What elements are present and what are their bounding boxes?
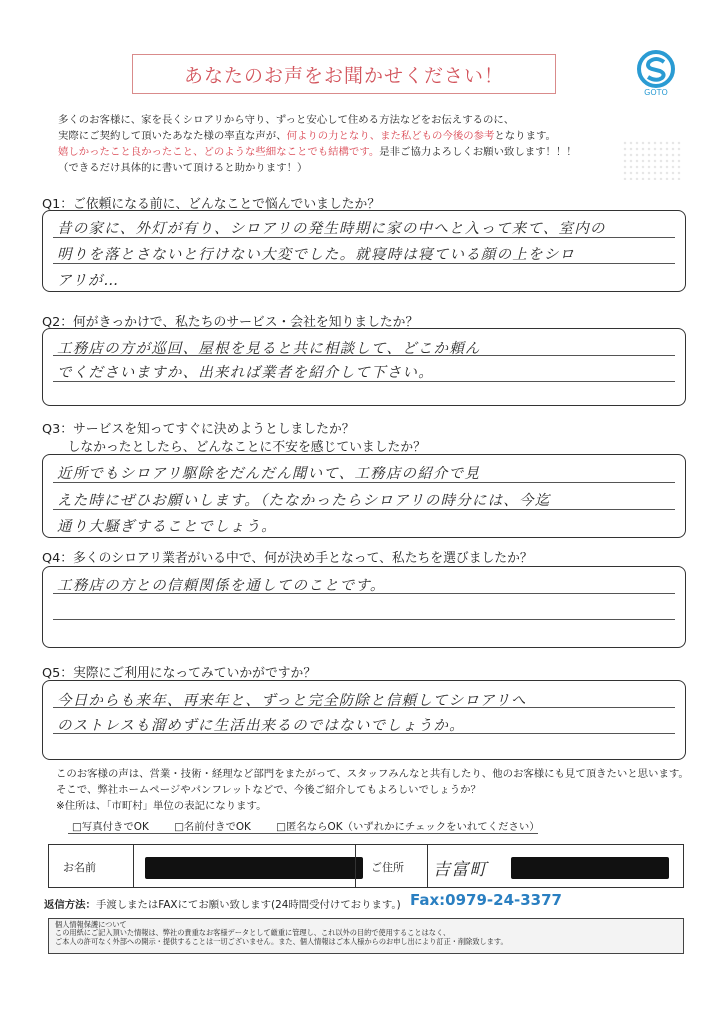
intro-line-3a: 嬉しかったこと良かったこと、どのような些細なことでも結構です。: [58, 146, 380, 158]
intro-text: [58, 112, 658, 176]
intro-line-2: [58, 128, 658, 144]
name-label: お名前: [63, 861, 96, 874]
intro-line-4: （できるだけ具体的に書いて頂けると助かります！）: [58, 162, 308, 174]
photo-ok-checkbox[interactable]: □写真付きでOK: [72, 821, 149, 833]
permission-checkboxes: [72, 818, 562, 833]
return-method-label: 返信方法：: [44, 899, 96, 911]
privacy-line: ご本人の許可なく外部への開示・提供することは一切ございません。また、個人情報はご本人様からのお申し出により訂正・削除致します。: [55, 936, 508, 946]
q3-answer-line: 近所でもシロアリ駆除をだんだん聞いて、工務店の紹介で見: [57, 466, 481, 482]
question-1-label: Q1：ご依頼になる前に、どんなことで悩んでいましたか？: [42, 197, 381, 212]
customer-info-box: [48, 844, 684, 888]
footer-line-3: ※住所は、「市町村」単位の表記になります。: [56, 800, 267, 812]
page-title: [132, 54, 556, 94]
question-5-label: Q5：実際にご利用になってみていかがですか？: [42, 666, 317, 681]
q5-answer-line: 今日からも来年、再来年と、ずっと完全防除と信頼してシロアリへ: [57, 693, 527, 709]
question-3-sublabel: しなかったとしたら、どんなことに不安を感じていましたか？: [42, 440, 426, 455]
fax-number: Fax:0979-24-3377: [410, 891, 562, 909]
anonymous-ok-checkbox[interactable]: □匿名ならOK（いずれかにチェックをいれてください）: [276, 821, 540, 833]
privacy-title: 個人情報保護について: [55, 920, 127, 929]
privacy-line: この用紙にご記入頂いた情報は、弊社の貴重なお客様データとして厳重に管理し、これ以外の目的で使用することはなく、: [55, 928, 451, 938]
q1-answer-line: 明りを落とさないと行けない大変でした。就寝時は寝ている顔の上をシロ: [57, 247, 576, 263]
address-redacted[interactable]: [511, 857, 669, 879]
footer-line-2: そこで、弊社ホームページやパンフレットなどで、今後ご紹介してもよろしいでしょうか？: [56, 784, 481, 796]
intro-line-3b: 是非ご協力よろしくお願い致します！！！: [379, 146, 577, 158]
q4-answer-line: 工務店の方との信頼関係を通してのことです。: [57, 578, 386, 594]
q5-answer-line: のストレスも溜めずに生活出来るのではないでしょうか。: [57, 718, 465, 734]
goto-logo-icon: [636, 50, 676, 88]
question-4-label: Q4：多くのシロアリ業者がいる中で、何が決め手となって、私たちを選びましたか？: [42, 551, 533, 566]
intro-line-3: [58, 144, 658, 160]
q2-answer-line: 工務店の方が巡回、屋根を見ると共に相談して、どこか頼ん: [57, 341, 481, 357]
q1-answer-line: 昔の家に、外灯が有り、シロアリの発生時期に家の中へと入って来て、室内の: [57, 221, 606, 237]
question-3-label: Q3：サービスを知ってすぐに決めようとしましたか？: [42, 422, 355, 437]
address-label: ご住所: [371, 861, 404, 874]
intro-line-2a: 実際にご契約して頂いたあなた様の率直な声が、: [58, 130, 287, 142]
page-title-text: あなたのお声をお聞かせください！: [183, 64, 504, 87]
name-redacted[interactable]: [145, 857, 363, 879]
privacy-notice: [48, 918, 684, 954]
footer-line-1: このお客様の声は、営業・技術・経理など部門をまたがって、スタッフみんなと共有したり、他のお客様にも見て頂きたいと思います。: [56, 768, 689, 780]
name-ok-checkbox[interactable]: □名前付きでOK: [174, 821, 251, 833]
question-3-answer-box[interactable]: [42, 454, 686, 538]
intro-line-2b: 何よりの力となり、また私どもの今後の参考: [286, 130, 495, 142]
logo-text: GOTO: [644, 88, 668, 97]
return-method: [44, 896, 401, 911]
return-method-text: 手渡しまたはFAXにてお願い致します(24時間受付けております。): [95, 899, 401, 911]
q3-answer-line: えた時にぜひお願いします。（たなかったらシロアリの時分には、今迄: [57, 493, 551, 509]
q2-answer-line: でくださいますか、出来れば業者を紹介して下さい。: [57, 365, 434, 381]
question-4-answer-box[interactable]: [42, 566, 686, 648]
q3-answer-line: 通り大騒ぎすることでしょう。: [57, 519, 277, 535]
company-logo: [636, 50, 676, 102]
question-5-answer-box[interactable]: [42, 680, 686, 760]
address-value[interactable]: 吉富町: [433, 860, 488, 880]
checkbox-underline: [68, 833, 538, 834]
intro-line-1: 多くのお客様に、家を長くシロアリから守り、ずっと安心して住める方法などをお伝えするのに、: [58, 114, 515, 126]
intro-line-2c: となります。: [494, 130, 556, 142]
question-2-answer-box[interactable]: [42, 328, 686, 406]
q1-answer-line: アリが…: [57, 273, 120, 289]
question-2-label: Q2：何がきっかけで、私たちのサービス・会社を知りましたか？: [42, 315, 419, 330]
question-1-answer-box[interactable]: [42, 210, 686, 292]
